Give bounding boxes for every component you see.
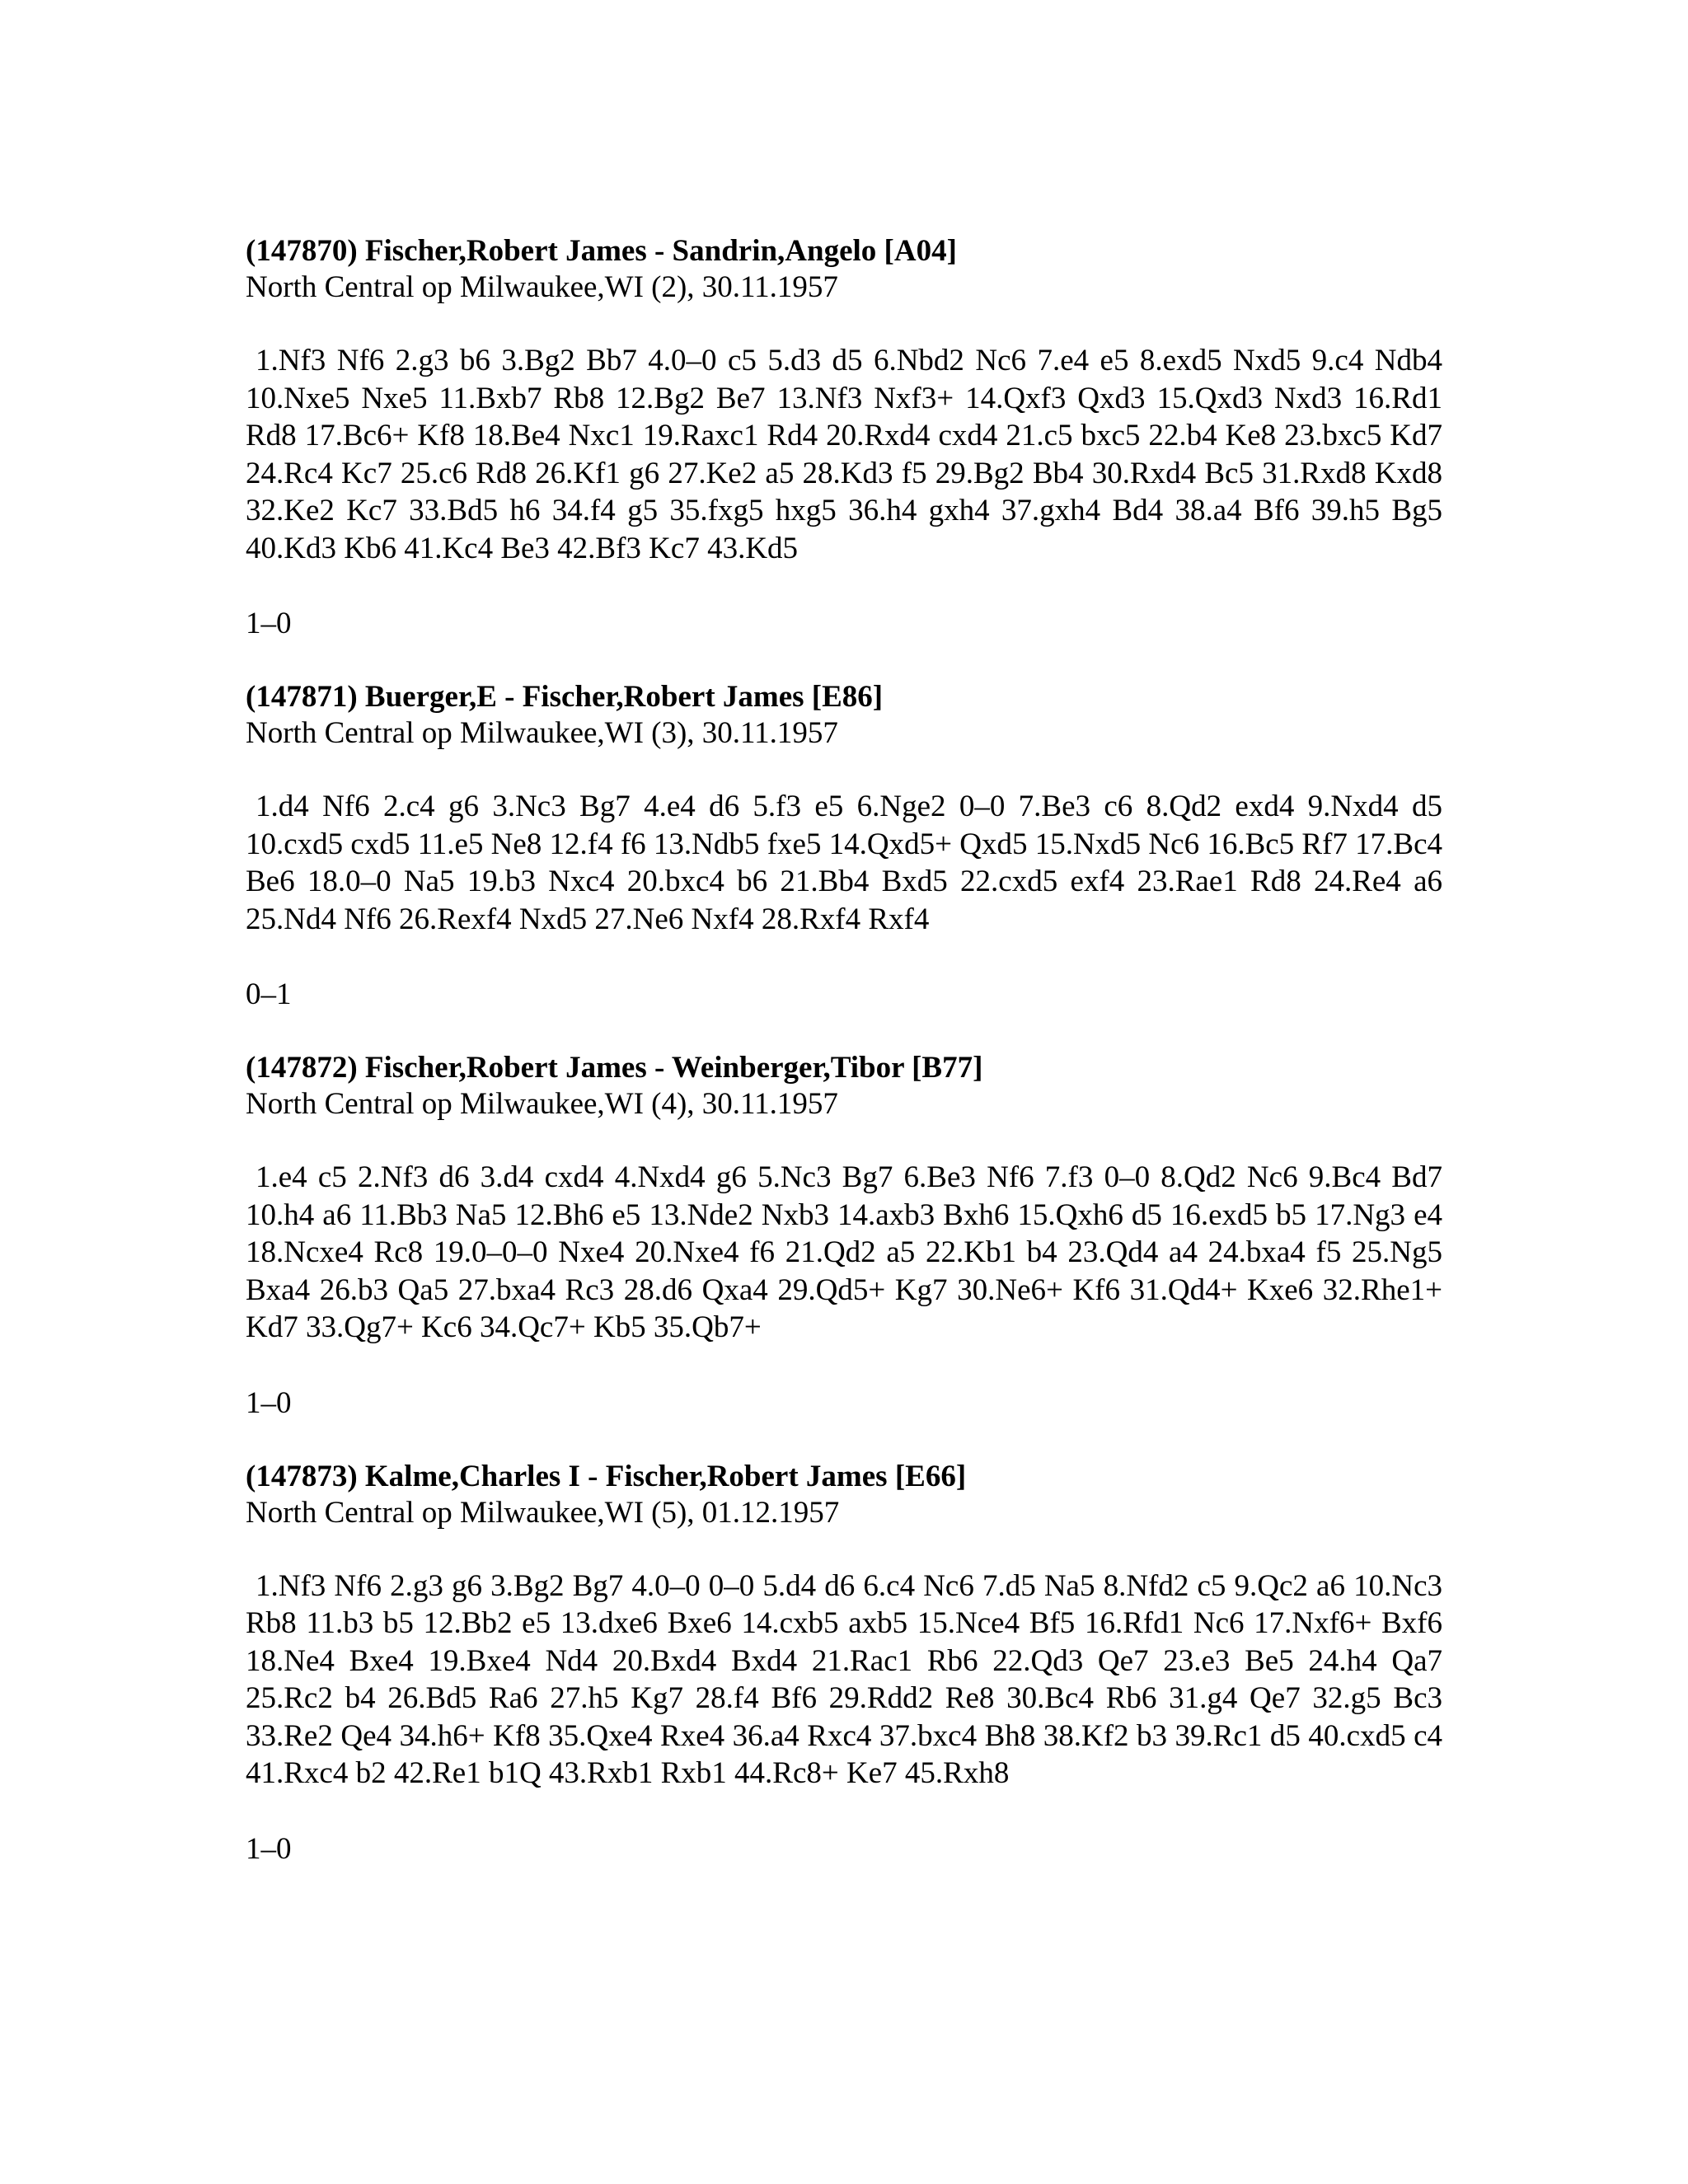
game-result: 0–1 bbox=[246, 977, 292, 1011]
game-result: 1–0 bbox=[246, 1831, 292, 1866]
game-moves: 1.Nf3 Nf6 2.g3 g6 3.Bg2 Bg7 4.0–0 0–0 5.d4 d6 6.c4 Nc6 7.d5 Na5 8.Nfd2 c5 9.Qc2 a6 10.Nc3 Rb8 11.b3 b5 12.Bb2 e5 13.dxe6 Bxe6 14.cxb5 axb5 15.Nce4 Bf5 16.Rfd1 Nc6 17.Nxf6+ Bxf6 18.Ne4 Bxe4 19.Bxe4 Nd4 20.Bxd4 Bxd4 21.Rac1 Rb6 22.Qd3 Qe7 23.e3 Be5 24.h4 Qa7 25.Rc2 b4 26.Bd5 Ra6 27.h5 Kg7 28.f4 Bf6 29.Rdd2 Re8 30.Bc4 Rb6 31.g4 Qe7 32.g5 Bc3 33.Re2 Qe4 34.h6+ Kf8 35.Qxe4 Rxe4 36.a4 Rxc4 37.bxc4 Bh8 38.Kf2 b3 39.Rc1 d5 40.cxd5 c4 41.Rxc4 b2 42.Re1 b1Q 43.Rxb1 Rxb1 44.Rc8+ Ke7 45.Rxh8 bbox=[246, 1568, 1442, 1790]
document-page bbox=[246, 233, 1442, 1868]
game-result: 1–0 bbox=[246, 607, 292, 640]
game-moves: 1.Nf3 Nf6 2.g3 b6 3.Bg2 Bb7 4.0–0 c5 5.d3 d5 6.Nbd2 Nc6 7.e4 e5 8.exd5 Nxd5 9.c4 Ndb4 10.Nxe5 Nxe5 11.Bxb7 Rb8 12.Bg2 Be7 13.Nf3 Nxf3+ 14.Qxf3 Qxd3 15.Qxd3 Nxd3 16.Rd1 Rd8 17.Bc6+ Kf8 18.Be4 Nxc1 19.Raxc1 Rd4 20.Rxd4 cxd4 21.c5 bxc5 22.b4 Ke8 23.bxc5 Kd7 24.Rc4 Kc7 25.c6 Rd8 26.Kf1 g6 27.Ke2 a5 28.Kd3 f5 29.Bg2 Bb4 30.Rxd4 Bc5 31.Rxd8 Kxd8 32.Ke2 Kc7 33.Bd5 h6 34.f4 g5 35.fxg5 hxg5 36.h4 gxh4 37.gxh4 Bd4 38.a4 Bf6 39.h5 Bg5 40.Kd3 Kb6 41.Kc4 Be3 42.Bf3 Kc7 43.Kd5 bbox=[246, 344, 1442, 565]
game-event: North Central op Milwaukee,WI (4), 30.11.1957 bbox=[246, 1087, 838, 1121]
game-title: (147870) Fischer,Robert James - Sandrin,Angelo [A04] bbox=[246, 234, 957, 268]
game-record bbox=[246, 1459, 1442, 1868]
game-title: (147872) Fischer,Robert James - Weinberger,Tibor [B77] bbox=[246, 1051, 983, 1085]
game-event: North Central op Milwaukee,WI (3), 30.11.1957 bbox=[246, 716, 838, 750]
game-record bbox=[246, 679, 1442, 1013]
game-moves: 1.e4 c5 2.Nf3 d6 3.d4 cxd4 4.Nxd4 g6 5.Nc3 Bg7 6.Be3 Nf6 7.f3 0–0 8.Qd2 Nc6 9.Bc4 Bd7 10.h4 a6 11.Bb3 Na5 12.Bh6 e5 13.Nde2 Nxb3 14.axb3 Bxh6 15.Qxh6 d5 16.exd5 b5 17.Ng3 e4 18.Ncxe4 Rc8 19.0–0–0 Nxe4 20.Nxe4 f6 21.Qd2 a5 22.Kb1 b4 23.Qd4 a4 24.bxa4 f5 25.Ng5 Bxa4 26.b3 Qa5 27.bxa4 Rc3 28.d6 Qxa4 29.Qd5+ Kg7 30.Ne6+ Kf6 31.Qd4+ Kxe6 32.Rhe1+ Kd7 33.Qg7+ Kc6 34.Qc7+ Kb5 35.Qb7+ bbox=[246, 1160, 1442, 1344]
game-event: North Central op Milwaukee,WI (5), 01.12.1957 bbox=[246, 1495, 840, 1530]
game-record bbox=[246, 1050, 1442, 1422]
game-event: North Central op Milwaukee,WI (2), 30.11.1957 bbox=[246, 270, 838, 304]
game-title: (147871) Buerger,E - Fischer,Robert James [E86] bbox=[246, 680, 884, 714]
game-record bbox=[246, 233, 1442, 642]
game-moves: 1.d4 Nf6 2.c4 g6 3.Nc3 Bg7 4.e4 d6 5.f3 e5 6.Nge2 0–0 7.Be3 c6 8.Qd2 exd4 9.Nxd4 d5 10.cxd5 cxd5 11.e5 Ne8 12.f4 f6 13.Ndb5 fxe5 14.Qxd5+ Qxd5 15.Nxd5 Nc6 16.Bc5 Rf7 17.Bc4 Be6 18.0–0 Na5 19.b3 Nxc4 20.bxc4 b6 21.Bb4 Bxd5 22.cxd5 exf4 23.Rae1 Rd8 24.Re4 a6 25.Nd4 Nf6 26.Rexf4 Nxd5 27.Ne6 Nxf4 28.Rxf4 Rxf4 bbox=[246, 790, 1443, 936]
game-result: 1–0 bbox=[246, 1385, 292, 1420]
game-title: (147873) Kalme,Charles I - Fischer,Robert James [E66] bbox=[246, 1459, 967, 1493]
